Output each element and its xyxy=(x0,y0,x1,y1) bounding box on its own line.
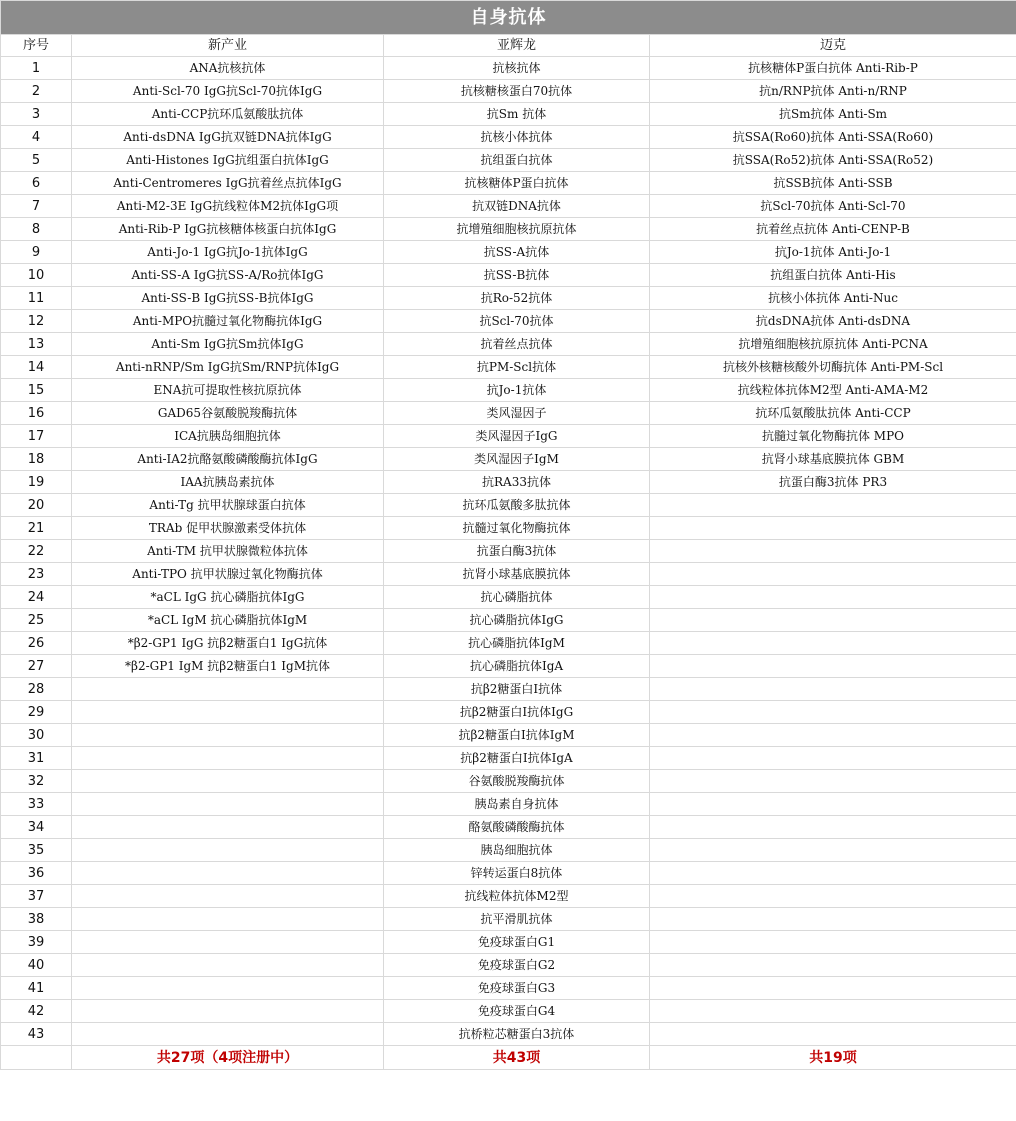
vendor-1-cell: Anti-dsDNA IgG抗双链DNA抗体IgG xyxy=(72,126,384,149)
title-row xyxy=(1,1,1016,35)
vendor-3-cell xyxy=(650,908,1016,931)
vendor-2-cell: 抗环瓜氨酸多肽抗体 xyxy=(384,494,650,517)
table-row xyxy=(1,471,1016,494)
vendor-2-cell: 锌转运蛋白8抗体 xyxy=(384,862,650,885)
vendor-3-cell: 抗组蛋白抗体 Anti-His xyxy=(650,264,1016,287)
table-row xyxy=(1,954,1016,977)
vendor-2-cell: 抗β2糖蛋白I抗体 xyxy=(384,678,650,701)
vendor-1-cell: Anti-CCP抗环瓜氨酸肽抗体 xyxy=(72,103,384,126)
vendor-3-cell: 抗核糖体P蛋白抗体 Anti-Rib-P xyxy=(650,57,1016,80)
vendor-2-cell: 抗SS-B抗体 xyxy=(384,264,650,287)
vendor-3-cell: 抗蛋白酶3抗体 PR3 xyxy=(650,471,1016,494)
row-index: 37 xyxy=(1,885,72,908)
table-row xyxy=(1,448,1016,471)
vendor-2-cell: 抗心磷脂抗体 xyxy=(384,586,650,609)
header-vendor-1: 新产业 xyxy=(72,35,384,57)
row-index: 27 xyxy=(1,655,72,678)
vendor-3-cell xyxy=(650,701,1016,724)
row-index: 38 xyxy=(1,908,72,931)
row-index: 35 xyxy=(1,839,72,862)
row-index: 5 xyxy=(1,149,72,172)
vendor-3-cell xyxy=(650,885,1016,908)
vendor-3-cell xyxy=(650,977,1016,1000)
table-row xyxy=(1,218,1016,241)
vendor-1-cell: *aCL IgM 抗心磷脂抗体IgM xyxy=(72,609,384,632)
vendor-1-cell: *β2-GP1 IgM 抗β2糖蛋白1 IgM抗体 xyxy=(72,655,384,678)
vendor-3-cell: 抗n/RNP抗体 Anti-n/RNP xyxy=(650,80,1016,103)
vendor-1-cell: GAD65谷氨酸脱羧酶抗体 xyxy=(72,402,384,425)
row-index: 43 xyxy=(1,1023,72,1046)
vendor-2-cell: 抗组蛋白抗体 xyxy=(384,149,650,172)
vendor-3-cell xyxy=(650,609,1016,632)
vendor-1-cell: Anti-Sm IgG抗Sm抗体IgG xyxy=(72,333,384,356)
vendor-2-cell: 免疫球蛋白G3 xyxy=(384,977,650,1000)
row-index: 1 xyxy=(1,57,72,80)
row-index: 34 xyxy=(1,816,72,839)
vendor-2-cell: 抗蛋白酶3抗体 xyxy=(384,540,650,563)
vendor-3-cell xyxy=(650,770,1016,793)
row-index: 23 xyxy=(1,563,72,586)
table-row xyxy=(1,517,1016,540)
table-row xyxy=(1,149,1016,172)
vendor-3-cell: 抗核小体抗体 Anti-Nuc xyxy=(650,287,1016,310)
row-index: 31 xyxy=(1,747,72,770)
table-row xyxy=(1,241,1016,264)
vendor-1-cell: *β2-GP1 IgG 抗β2糖蛋白1 IgG抗体 xyxy=(72,632,384,655)
vendor-3-cell: 抗髓过氧化物酶抗体 MPO xyxy=(650,425,1016,448)
row-index: 36 xyxy=(1,862,72,885)
vendor-3-total: 共19项 xyxy=(650,1046,1016,1070)
vendor-1-cell xyxy=(72,885,384,908)
header-row xyxy=(1,35,1016,57)
vendor-3-cell xyxy=(650,793,1016,816)
vendor-1-cell: Anti-Jo-1 IgG抗Jo-1抗体IgG xyxy=(72,241,384,264)
row-index: 20 xyxy=(1,494,72,517)
table-row xyxy=(1,862,1016,885)
vendor-1-cell: Anti-SS-B IgG抗SS-B抗体IgG xyxy=(72,287,384,310)
vendor-1-cell xyxy=(72,1023,384,1046)
vendor-2-cell: 抗β2糖蛋白I抗体IgM xyxy=(384,724,650,747)
table-row xyxy=(1,333,1016,356)
vendor-2-cell: 抗Jo-1抗体 xyxy=(384,379,650,402)
vendor-1-cell: Anti-SS-A IgG抗SS-A/Ro抗体IgG xyxy=(72,264,384,287)
vendor-3-cell xyxy=(650,862,1016,885)
row-index: 17 xyxy=(1,425,72,448)
vendor-3-cell: 抗Scl-70抗体 Anti-Scl-70 xyxy=(650,195,1016,218)
vendor-3-cell xyxy=(650,678,1016,701)
vendor-2-cell: 类风湿因子IgG xyxy=(384,425,650,448)
vendor-3-cell: 抗增殖细胞核抗原抗体 Anti-PCNA xyxy=(650,333,1016,356)
vendor-1-cell xyxy=(72,816,384,839)
row-index: 21 xyxy=(1,517,72,540)
vendor-3-cell: 抗核外核糖核酸外切酶抗体 Anti-PM-Scl xyxy=(650,356,1016,379)
table-row xyxy=(1,57,1016,80)
header-vendor-2: 亚辉龙 xyxy=(384,35,650,57)
vendor-1-cell: Anti-IA2抗酪氨酸磷酸酶抗体IgG xyxy=(72,448,384,471)
vendor-1-cell: Anti-Scl-70 IgG抗Scl-70抗体IgG xyxy=(72,80,384,103)
vendor-1-cell xyxy=(72,839,384,862)
vendor-2-cell: 免疫球蛋白G4 xyxy=(384,1000,650,1023)
row-index: 33 xyxy=(1,793,72,816)
table-row xyxy=(1,678,1016,701)
vendor-3-cell xyxy=(650,517,1016,540)
vendor-2-cell: 抗SS-A抗体 xyxy=(384,241,650,264)
row-index: 9 xyxy=(1,241,72,264)
vendor-2-cell: 抗平滑肌抗体 xyxy=(384,908,650,931)
table-row xyxy=(1,1023,1016,1046)
vendor-1-cell: ENA抗可提取性核抗原抗体 xyxy=(72,379,384,402)
table-row xyxy=(1,425,1016,448)
table-row xyxy=(1,264,1016,287)
vendor-1-cell xyxy=(72,908,384,931)
vendor-2-cell: 酪氨酸磷酸酶抗体 xyxy=(384,816,650,839)
vendor-1-cell xyxy=(72,793,384,816)
vendor-3-cell xyxy=(650,1023,1016,1046)
vendor-2-total: 共43项 xyxy=(384,1046,650,1070)
row-index: 8 xyxy=(1,218,72,241)
header-vendor-3: 迈克 xyxy=(650,35,1016,57)
table-row xyxy=(1,586,1016,609)
vendor-1-total: 共27项（4项注册中） xyxy=(72,1046,384,1070)
table-title: 自身抗体 xyxy=(1,1,1016,35)
vendor-2-cell: 抗β2糖蛋白I抗体IgA xyxy=(384,747,650,770)
table-row xyxy=(1,839,1016,862)
table-row xyxy=(1,379,1016,402)
table-row xyxy=(1,724,1016,747)
vendor-3-cell: 抗Jo-1抗体 Anti-Jo-1 xyxy=(650,241,1016,264)
vendor-1-cell xyxy=(72,862,384,885)
vendor-2-cell: 胰岛细胞抗体 xyxy=(384,839,650,862)
vendor-2-cell: 抗线粒体抗体M2型 xyxy=(384,885,650,908)
row-index: 18 xyxy=(1,448,72,471)
vendor-1-cell: Anti-TPO 抗甲状腺过氧化物酶抗体 xyxy=(72,563,384,586)
vendor-1-cell xyxy=(72,747,384,770)
table-row xyxy=(1,816,1016,839)
vendor-1-cell: Anti-nRNP/Sm IgG抗Sm/RNP抗体IgG xyxy=(72,356,384,379)
total-blank xyxy=(1,1046,72,1070)
table-row xyxy=(1,885,1016,908)
vendor-1-cell: TRAb 促甲状腺激素受体抗体 xyxy=(72,517,384,540)
table-row xyxy=(1,632,1016,655)
vendor-3-cell: 抗着丝点抗体 Anti-CENP-B xyxy=(650,218,1016,241)
vendor-2-cell: 抗PM-Scl抗体 xyxy=(384,356,650,379)
vendor-3-cell xyxy=(650,747,1016,770)
row-index: 25 xyxy=(1,609,72,632)
vendor-2-cell: 抗核糖体P蛋白抗体 xyxy=(384,172,650,195)
vendor-2-cell: 抗增殖细胞核抗原抗体 xyxy=(384,218,650,241)
vendor-1-cell: Anti-TM 抗甲状腺微粒体抗体 xyxy=(72,540,384,563)
vendor-1-cell xyxy=(72,1000,384,1023)
vendor-2-cell: 抗核小体抗体 xyxy=(384,126,650,149)
row-index: 39 xyxy=(1,931,72,954)
table-row xyxy=(1,402,1016,425)
row-index: 41 xyxy=(1,977,72,1000)
vendor-1-cell xyxy=(72,770,384,793)
row-index: 3 xyxy=(1,103,72,126)
table-row xyxy=(1,80,1016,103)
row-index: 12 xyxy=(1,310,72,333)
vendor-3-cell xyxy=(650,632,1016,655)
vendor-1-cell: ICA抗胰岛细胞抗体 xyxy=(72,425,384,448)
table-row xyxy=(1,195,1016,218)
table-row xyxy=(1,908,1016,931)
vendor-1-cell: IAA抗胰岛素抗体 xyxy=(72,471,384,494)
vendor-3-cell: 抗肾小球基底膜抗体 GBM xyxy=(650,448,1016,471)
vendor-2-cell: 胰岛素自身抗体 xyxy=(384,793,650,816)
vendor-1-cell xyxy=(72,701,384,724)
vendor-3-cell xyxy=(650,839,1016,862)
row-index: 19 xyxy=(1,471,72,494)
vendor-3-cell xyxy=(650,586,1016,609)
row-index: 10 xyxy=(1,264,72,287)
row-index: 6 xyxy=(1,172,72,195)
row-index: 4 xyxy=(1,126,72,149)
vendor-2-cell: 类风湿因子 xyxy=(384,402,650,425)
vendor-3-cell: 抗环瓜氨酸肽抗体 Anti-CCP xyxy=(650,402,1016,425)
row-index: 28 xyxy=(1,678,72,701)
header-index: 序号 xyxy=(1,35,72,57)
row-index: 7 xyxy=(1,195,72,218)
vendor-2-cell: 抗Scl-70抗体 xyxy=(384,310,650,333)
table-row xyxy=(1,793,1016,816)
row-index: 26 xyxy=(1,632,72,655)
vendor-3-cell: 抗Sm抗体 Anti-Sm xyxy=(650,103,1016,126)
vendor-1-cell: *aCL IgG 抗心磷脂抗体IgG xyxy=(72,586,384,609)
row-index: 14 xyxy=(1,356,72,379)
vendor-3-cell xyxy=(650,724,1016,747)
vendor-3-cell xyxy=(650,540,1016,563)
vendor-2-cell: 抗桥粒芯糖蛋白3抗体 xyxy=(384,1023,650,1046)
vendor-2-cell: 类风湿因子IgM xyxy=(384,448,650,471)
vendor-1-cell xyxy=(72,724,384,747)
vendor-3-cell xyxy=(650,816,1016,839)
table-row xyxy=(1,494,1016,517)
vendor-3-cell xyxy=(650,1000,1016,1023)
table-row xyxy=(1,126,1016,149)
row-index: 40 xyxy=(1,954,72,977)
vendor-3-cell: 抗SSA(Ro60)抗体 Anti-SSA(Ro60) xyxy=(650,126,1016,149)
table-row xyxy=(1,609,1016,632)
vendor-3-cell: 抗SSA(Ro52)抗体 Anti-SSA(Ro52) xyxy=(650,149,1016,172)
vendor-2-cell: 抗双链DNA抗体 xyxy=(384,195,650,218)
vendor-1-cell: Anti-Rib-P IgG抗核糖体核蛋白抗体IgG xyxy=(72,218,384,241)
table-row xyxy=(1,747,1016,770)
vendor-2-cell: 抗核抗体 xyxy=(384,57,650,80)
vendor-2-cell: 抗着丝点抗体 xyxy=(384,333,650,356)
vendor-1-cell: Anti-Centromeres IgG抗着丝点抗体IgG xyxy=(72,172,384,195)
vendor-1-cell: Anti-Histones IgG抗组蛋白抗体IgG xyxy=(72,149,384,172)
vendor-2-cell: 免疫球蛋白G1 xyxy=(384,931,650,954)
vendor-2-cell: 抗髓过氧化物酶抗体 xyxy=(384,517,650,540)
vendor-3-cell: 抗dsDNA抗体 Anti-dsDNA xyxy=(650,310,1016,333)
table-row xyxy=(1,931,1016,954)
table-row xyxy=(1,770,1016,793)
vendor-2-cell: 抗Sm 抗体 xyxy=(384,103,650,126)
vendor-3-cell: 抗SSB抗体 Anti-SSB xyxy=(650,172,1016,195)
vendor-1-cell: Anti-MPO抗髓过氧化物酶抗体IgG xyxy=(72,310,384,333)
vendor-3-cell: 抗线粒体抗体M2型 Anti-AMA-M2 xyxy=(650,379,1016,402)
row-index: 30 xyxy=(1,724,72,747)
vendor-3-cell xyxy=(650,655,1016,678)
table-row xyxy=(1,977,1016,1000)
row-index: 11 xyxy=(1,287,72,310)
vendor-1-cell: Anti-M2-3E IgG抗线粒体M2抗体IgG项 xyxy=(72,195,384,218)
vendor-3-cell xyxy=(650,494,1016,517)
vendor-3-cell xyxy=(650,563,1016,586)
vendor-2-cell: 抗RA33抗体 xyxy=(384,471,650,494)
row-index: 22 xyxy=(1,540,72,563)
vendor-1-cell: ANA抗核抗体 xyxy=(72,57,384,80)
table-row xyxy=(1,172,1016,195)
table-row xyxy=(1,701,1016,724)
table-body xyxy=(1,1,1016,1070)
vendor-2-cell: 抗心磷脂抗体IgM xyxy=(384,632,650,655)
totals-row xyxy=(1,1046,1016,1070)
vendor-1-cell xyxy=(72,954,384,977)
vendor-2-cell: 谷氨酸脱羧酶抗体 xyxy=(384,770,650,793)
row-index: 2 xyxy=(1,80,72,103)
vendor-1-cell xyxy=(72,931,384,954)
vendor-1-cell: Anti-Tg 抗甲状腺球蛋白抗体 xyxy=(72,494,384,517)
vendor-2-cell: 抗肾小球基底膜抗体 xyxy=(384,563,650,586)
vendor-3-cell xyxy=(650,931,1016,954)
table-row xyxy=(1,563,1016,586)
vendor-2-cell: 抗心磷脂抗体IgG xyxy=(384,609,650,632)
table-row xyxy=(1,356,1016,379)
table-row xyxy=(1,310,1016,333)
row-index: 24 xyxy=(1,586,72,609)
row-index: 13 xyxy=(1,333,72,356)
table-row xyxy=(1,540,1016,563)
vendor-2-cell: 抗Ro-52抗体 xyxy=(384,287,650,310)
vendor-2-cell: 抗核糖核蛋白70抗体 xyxy=(384,80,650,103)
table-row xyxy=(1,103,1016,126)
vendor-1-cell xyxy=(72,678,384,701)
row-index: 32 xyxy=(1,770,72,793)
table-row xyxy=(1,287,1016,310)
row-index: 42 xyxy=(1,1000,72,1023)
vendor-3-cell xyxy=(650,954,1016,977)
table-row xyxy=(1,1000,1016,1023)
vendor-2-cell: 抗β2糖蛋白I抗体IgG xyxy=(384,701,650,724)
row-index: 16 xyxy=(1,402,72,425)
table-row xyxy=(1,655,1016,678)
vendor-1-cell xyxy=(72,977,384,1000)
vendor-2-cell: 免疫球蛋白G2 xyxy=(384,954,650,977)
vendor-2-cell: 抗心磷脂抗体IgA xyxy=(384,655,650,678)
row-index: 29 xyxy=(1,701,72,724)
row-index: 15 xyxy=(1,379,72,402)
